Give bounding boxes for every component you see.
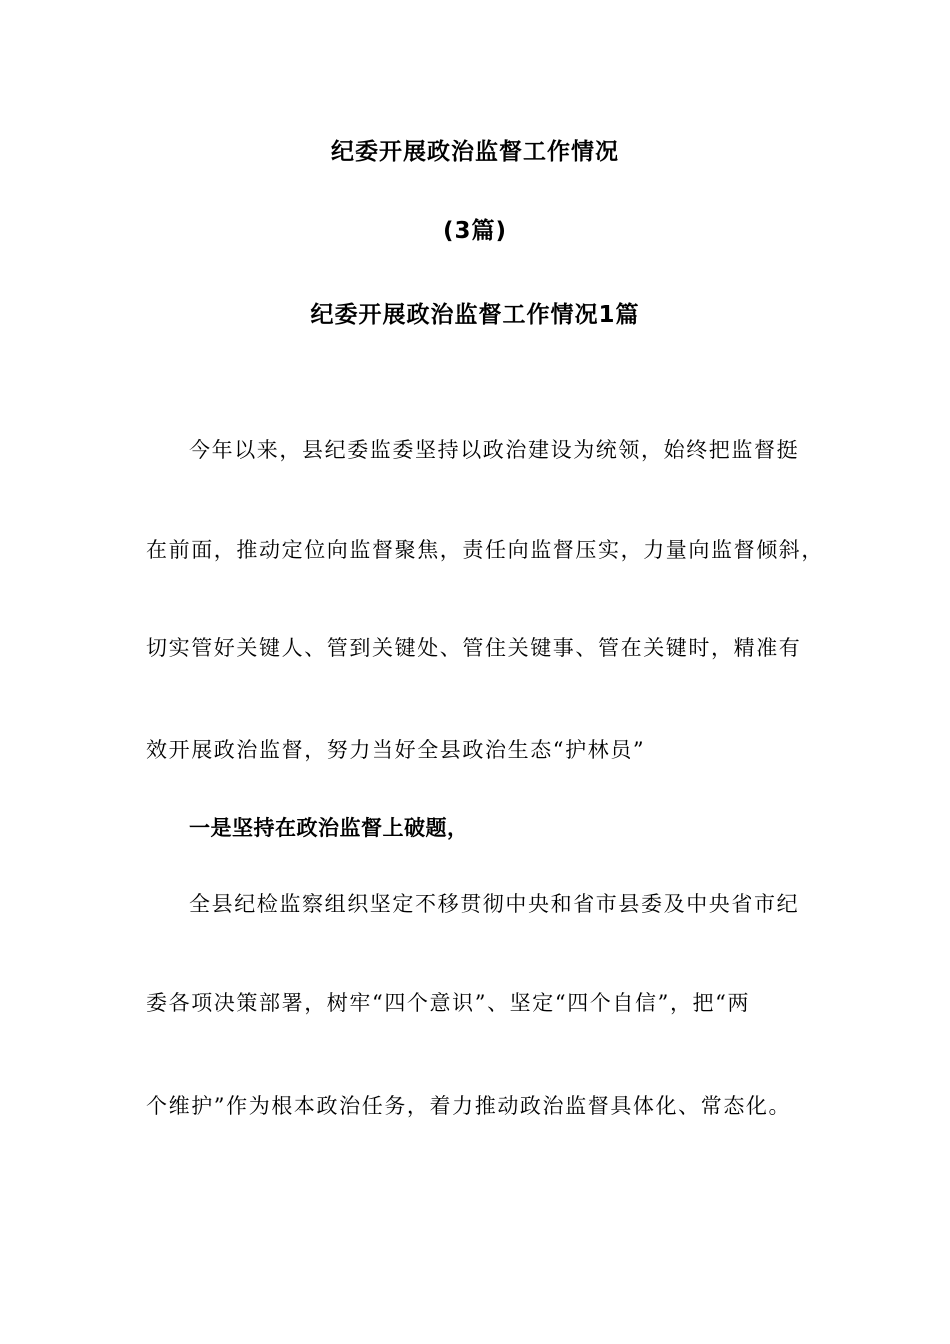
paragraph-line: 全县纪检监察组织坚定不移贯彻中央和省市县委及中央省市纪 [189,892,800,916]
paragraph-line: 今年以来，县纪委监委坚持以政治建设为统领，始终把监督挺 [189,438,800,462]
document-subtitle: (3篇) [442,218,508,244]
paragraph-line: 切实管好关键人、管到关键处、管住关键事、管在关键时，精准有 [146,636,802,660]
paragraph-line: 个维护”作为根本政治任务，着力推动政治监督具体化、常态化。 [146,1094,792,1118]
paragraph-line: 效开展政治监督，努力当好全县政治生态“护林员” [146,738,646,762]
section-heading: 一是坚持在政治监督上破题， [189,816,469,840]
paragraph-line: 委各项决策部署，树牢“四个意识”、坚定“四个自信”，把“两 [146,991,751,1015]
paragraph-line: 在前面，推动定位向监督聚焦，责任向监督压实，力量向监督倾斜， [146,538,824,562]
section-title: 纪委开展政治监督工作情况1篇 [310,302,640,328]
document-title: 纪委开展政治监督工作情况 [331,139,619,165]
